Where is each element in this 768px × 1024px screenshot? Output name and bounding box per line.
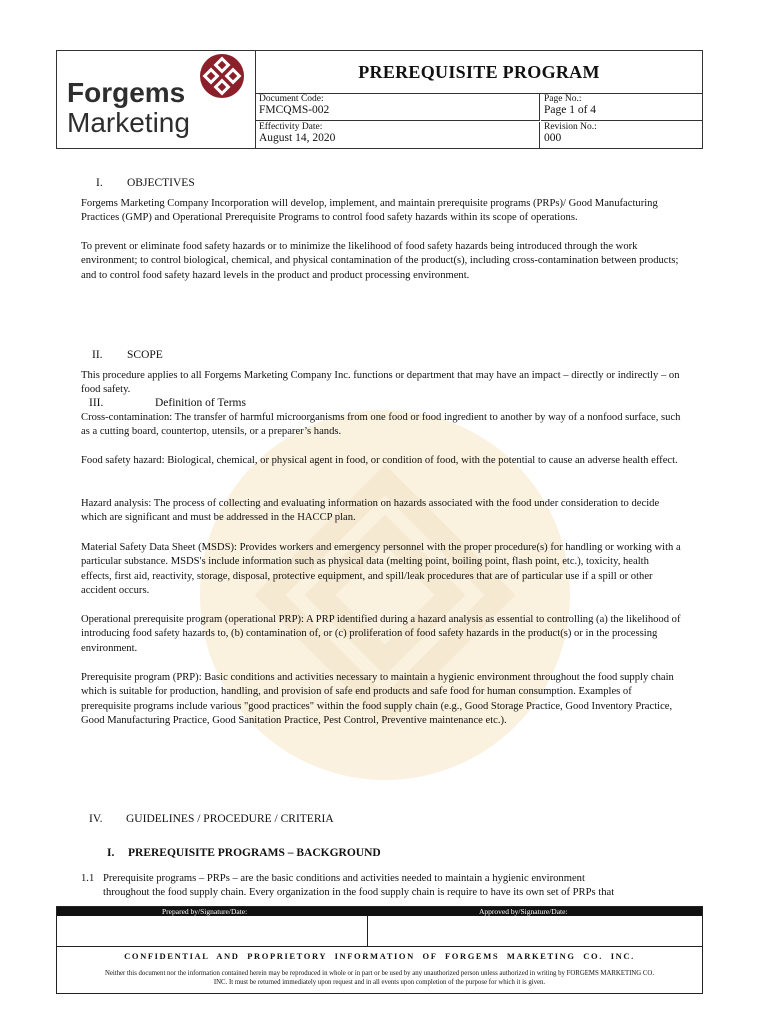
logo-wordmark-top: Forgems [67, 77, 186, 108]
definition-operational-prp: Operational prerequisite program (operational PRP): A PRP identified during a hazard analysis as essential to controlling (a) the likelihood of introducing food safety hazards to, (b) contamination of, or (c) proliferation of food safety hazards in the product(s) or in the processing environment. [81, 614, 681, 654]
subsection-number: I. [107, 847, 115, 859]
page-no-value: Page 1 of 4 [544, 104, 597, 116]
logo-wordmark-bottom: Marketing [67, 107, 190, 138]
approved-by-label: Approved by/Signature/Date: [479, 907, 568, 916]
document-meta [256, 94, 702, 148]
definition-cross-contamination: Cross-contamination: The transfer of harmful microorganisms from one food or food ingredient to another by way of a nonfood surface, such as a cutting board, countertop, utensils, or a preparer’s hands. [81, 412, 681, 438]
page-no-label: Page No.: [544, 94, 582, 104]
section-title: OBJECTIVES [127, 177, 195, 189]
definition-hazard-analysis: Hazard analysis: The process of collecting and evaluating information on hazards associated with the food under consideration to decide which are significant and must be addressed in the HACCP plan. [81, 498, 660, 524]
section-title: GUIDELINES / PROCEDURE / CRITERIA [126, 813, 334, 825]
subsection-title: PREREQUISITE PROGRAMS – BACKGROUND [128, 847, 381, 859]
reproduction-notice-line: Neither this document nor the information contained herein may be reproduced in whole or in part or be used by any unauthorized person unless authorized in writing by FORGEMS MARKETING CO. [104, 970, 655, 977]
section-title: SCOPE [127, 349, 163, 361]
effectivity-cell [256, 122, 540, 148]
definition-food-safety-hazard: Food safety hazard: Biological, chemical, or physical agent in food, or condition of food, with the potential to cause an adverse health effect. [81, 455, 678, 466]
scope-paragraph: This procedure applies to all Forgems Marketing Company Inc. functions or department that may have an impact – directly or indirectly – on food safety. [81, 370, 680, 396]
effectivity-value: August 14, 2020 [259, 132, 336, 144]
signature-header-bar [57, 907, 702, 916]
objectives-paragraph-1: Forgems Marketing Company Incorporation will develop, implement, and maintain prerequisite programs (PRPs)/ Good Manufacturing Practices (GMP) and Operational Prerequisite Programs to control food safety hazards within its scope of operations. [81, 198, 658, 224]
doc-code-value: FMCQMS-002 [259, 104, 330, 116]
reproduction-notice-line: INC. It must be returned immediately upon request and in all events upon completion of the purpose for which it is given. [213, 979, 546, 986]
page-no-cell [541, 94, 702, 121]
logo-cell [57, 51, 256, 148]
revision-label: Revision No.: [544, 122, 597, 132]
objectives-paragraph-2: To prevent or eliminate food safety hazards or to minimize the likelihood of food safety hazards being introduced through the work environment; to control biological, chemical, and physical contamination of the product(s), including cross-contamination between products; and to control food safety hazard levels in the product and product processing environment. [81, 241, 679, 281]
paragraph-number: 1.1 [81, 873, 95, 884]
forgems-logo-icon [199, 53, 245, 99]
reproduction-notice [59, 969, 700, 987]
section-number: III. [89, 397, 104, 409]
prepared-by-label: Prepared by/Signature/Date: [162, 907, 248, 916]
section-title: Definition of Terms [155, 397, 246, 409]
section-number: II. [92, 349, 103, 361]
definition-msds: Material Safety Data Sheet (MSDS): Provides workers and emergency personnel with the proper procedure(s) for handling or working with a particular substance. MSDS's include information such as physical data (melting point, boiling point, flash point, etc.), toxicity, health effects, first aid, reactivity, storage, disposal, protective equipment, and spill/leak procedures that are of particular use if a spill or other accident occurs. [81, 542, 681, 596]
paragraph-line: Prerequisite programs – PRPs – are the basic conditions and activities needed to maintain a hygienic environment [103, 873, 585, 884]
document-title: PREREQUISITE PROGRAM [256, 51, 702, 94]
revision-value: 000 [544, 132, 562, 144]
revision-cell [541, 122, 702, 148]
confidentiality-notice: CONFIDENTIAL AND PROPRIETORY INFORMATION OF FORGEMS MARKETING CO. INC. [124, 951, 635, 961]
document-header [56, 50, 703, 149]
section-number: IV. [89, 813, 103, 825]
paragraph-line: throughout the food supply chain. Every organization in the food supply chain is require to have its own set of PRPs that [103, 887, 615, 898]
doc-code-cell [256, 94, 540, 121]
approved-signature-box[interactable] [368, 916, 702, 947]
document-footer [56, 906, 703, 994]
effectivity-label: Effectivity Date: [259, 122, 323, 132]
prepared-signature-box[interactable] [57, 916, 368, 947]
definition-prp: Prerequisite program (PRP): Basic conditions and activities necessary to maintain a hygienic environment throughout the food supply chain which is suitable for production, handling, and provision of safe end products and safe food for human consumption. Examples of prerequisite programs include various "good practices" within the food supply chain (e.g., Good Storage Practice, Good Inventory Practice, Good Manufacturing Practice, Good Sanitation Practice, Pest Control, Preventive maintenance etc.). [81, 672, 674, 726]
section-number: I. [96, 177, 103, 189]
doc-code-label: Document Code: [259, 94, 324, 104]
